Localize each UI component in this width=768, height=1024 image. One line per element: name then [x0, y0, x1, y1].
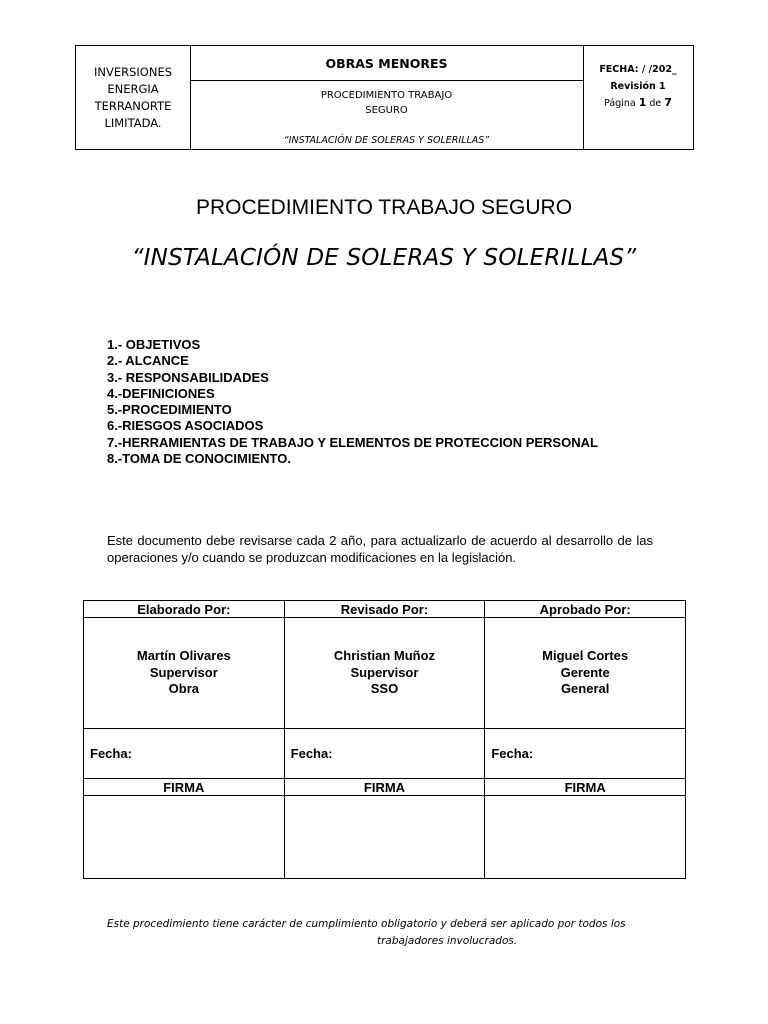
person-role: Obra: [168, 681, 199, 697]
page-current: 1: [638, 96, 647, 109]
person-role: SSO: [370, 681, 399, 697]
main-title: PROCEDIMIENTO TRABAJO SEGURO: [195, 196, 573, 219]
sig-firma-label: FIRMA: [284, 779, 485, 796]
footer-line: trabajadores involucrados.: [377, 935, 518, 947]
signature-table: [83, 600, 686, 879]
sig-header-elaborado: Elaborado Por:: [84, 601, 285, 618]
sig-signature-box: [84, 796, 285, 879]
company-line: INVERSIONES: [93, 64, 173, 79]
page-total: 7: [664, 96, 672, 109]
sig-date-aprobado: Fecha:: [485, 729, 686, 779]
sig-signature-box: [485, 796, 686, 879]
company-line: TERRANORTE: [94, 98, 172, 113]
sig-signature-box: [284, 796, 485, 879]
company-line: LIMITADA.: [104, 115, 162, 130]
header-page: [583, 96, 693, 109]
sig-person-elaborado: [84, 618, 285, 729]
toc-item: 7.-HERRAMIENTAS DE TRABAJO Y ELEMENTOS DE PROTECCION PERSONAL: [107, 434, 598, 450]
header-subtitle-line: PROCEDIMIENTO TRABAJO: [320, 90, 453, 101]
page-prefix: Página: [604, 98, 636, 109]
header-center: [190, 46, 584, 149]
person-role: Supervisor: [350, 664, 419, 680]
sig-header-revisado: Revisado Por:: [284, 601, 485, 618]
person-role: General: [560, 681, 610, 697]
person-role: Gerente: [560, 664, 610, 680]
person-name: Martín Olivares: [136, 648, 231, 664]
sig-date-elaborado: Fecha:: [84, 729, 285, 779]
footer-note: [107, 916, 667, 950]
toc-item: 6.-RIESGOS ASOCIADOS: [107, 418, 264, 434]
person-role: Supervisor: [149, 664, 218, 680]
page-of: de: [649, 98, 662, 109]
review-note: Este documento debe revisarse cada 2 año, para actualizarlo de acuerdo al desarrollo de las operaciones y/o cuando se produzcan modificaciones en la legislación.: [107, 533, 653, 565]
sig-firma-label: FIRMA: [84, 779, 285, 796]
header-revision: Revisión 1: [610, 81, 666, 92]
toc-item: 5.-PROCEDIMIENTO: [107, 402, 232, 418]
main-subtitle: “INSTALACIÓN DE SOLERAS Y SOLERILLAS”: [131, 245, 637, 271]
table-of-contents: [107, 337, 598, 467]
sig-header-aprobado: Aprobado Por:: [485, 601, 686, 618]
person-name: Miguel Cortes: [542, 648, 629, 664]
header-title: OBRAS MENORES: [190, 46, 583, 81]
toc-item: 1.- OBJETIVOS: [107, 337, 201, 352]
sig-person-revisado: [284, 618, 485, 729]
toc-item: 4.-DEFINICIONES: [107, 385, 215, 401]
header-quote: “INSTALACIÓN DE SOLERAS Y SOLERILLAS”: [283, 135, 490, 146]
header-subtitle-line: SEGURO: [365, 105, 408, 116]
toc-item: 8.-TOMA DE CONOCIMIENTO.: [107, 451, 291, 467]
toc-item: 2.- ALCANCE: [107, 353, 189, 369]
footer-line: Este procedimiento tiene carácter de cumplimiento obligatorio y deberá ser aplicado por todos los: [107, 918, 626, 930]
header-subtitle: [190, 88, 583, 118]
sig-date-revisado: Fecha:: [284, 729, 485, 779]
header-date: FECHA: / /202_: [599, 64, 677, 75]
header-meta: [583, 46, 693, 149]
company-name: [76, 46, 191, 149]
company-line: ENERGIA: [107, 81, 159, 96]
document-header: [75, 45, 694, 150]
toc-item: 3.- RESPONSABILIDADES: [107, 369, 269, 385]
sig-firma-label: FIRMA: [485, 779, 686, 796]
person-name: Christian Muñoz: [333, 648, 436, 664]
sig-person-aprobado: [485, 618, 686, 729]
